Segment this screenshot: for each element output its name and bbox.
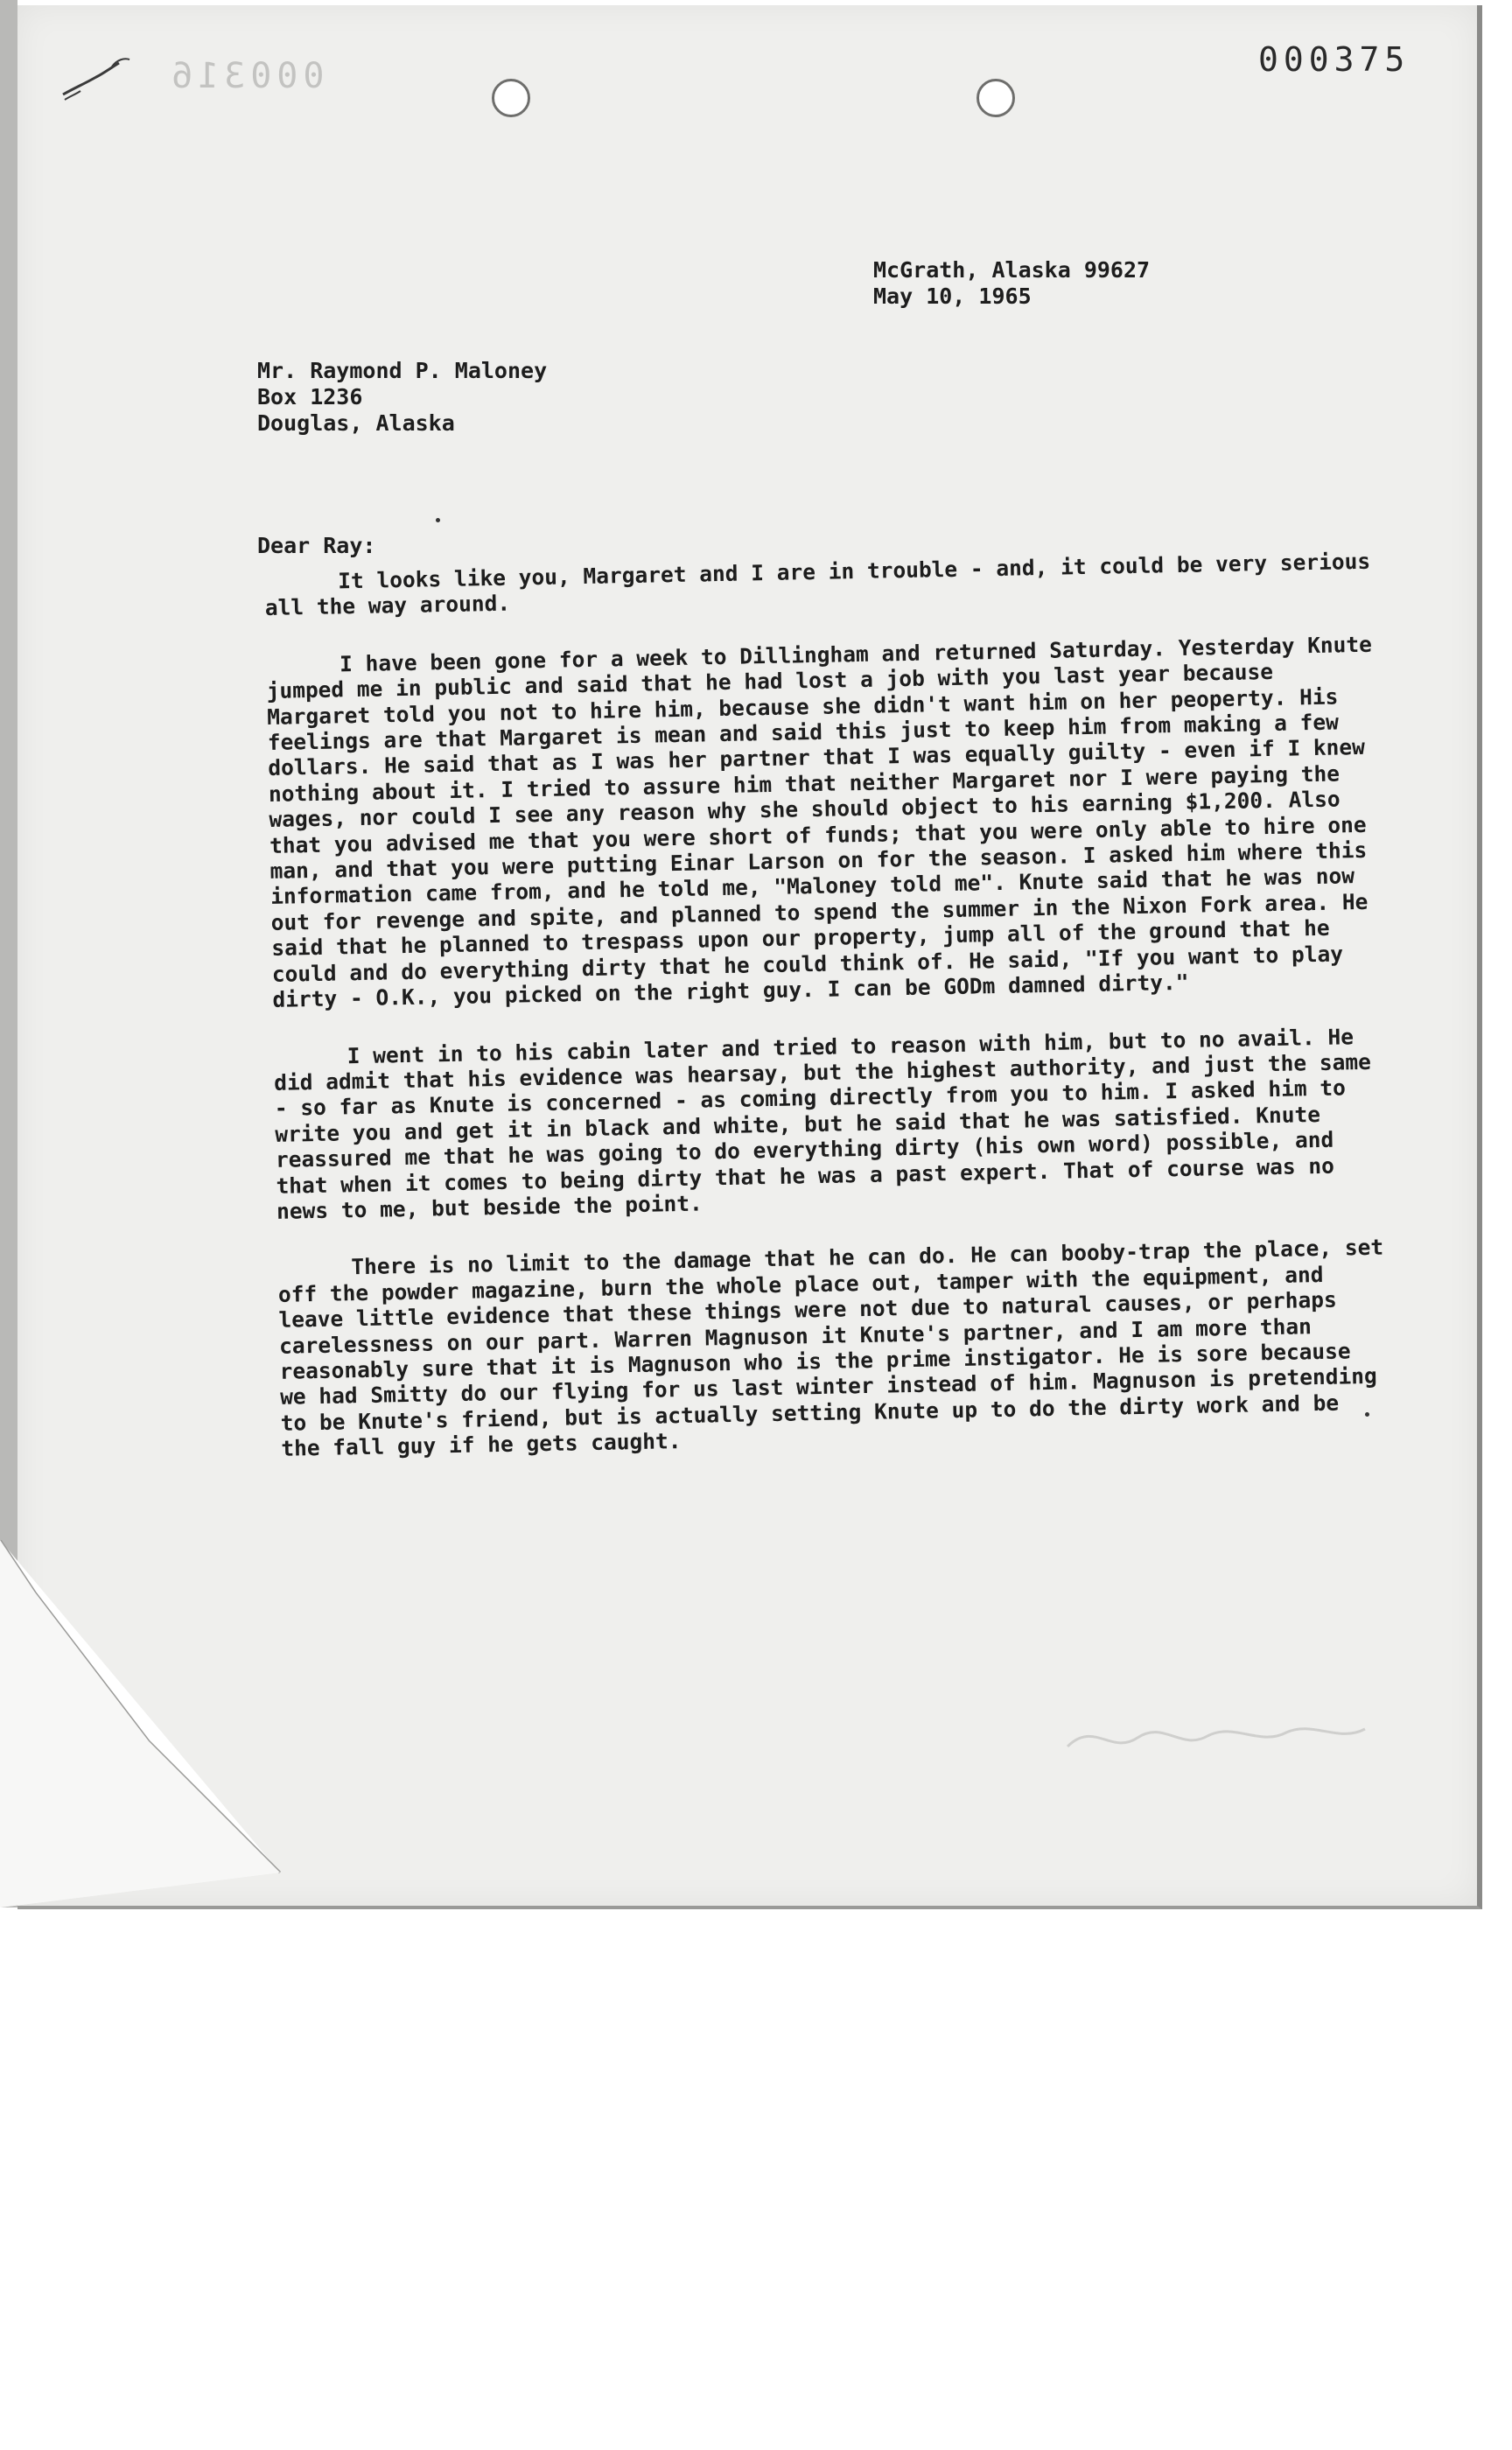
letter-body: [264, 549, 1391, 1494]
letter-date: May 10, 1965: [873, 284, 1032, 309]
recipient-name: Mr. Raymond P. Maloney: [257, 358, 548, 383]
faint-signature: [1059, 1712, 1374, 1764]
paragraph: I went in to his cabin later and tried to reason with him, but to no avail. He did admit that his evidence was hearsay, but the highest authority, and just the same - so far as Knute is concerned - as coming directly from you to him. I asked him to write you and get it in black and white, but he said that he was satisfied. Knute reassured me that he was going to do everything dirty (his own word) possible, and that when it comes to being dirty that he was a past expert. That of course was no news to me, but beside the point.: [273, 1023, 1372, 1224]
folded-corner: [0, 1540, 289, 1908]
page-number: 000375: [1258, 40, 1410, 79]
recipient-box: Box 1236: [257, 384, 363, 410]
paragraph: There is no limit to the damage that he can do. He can booby-trap the place, set off the powder magazine, burn the whole place out, tamper with the equipment, and leave little evidence that these things were not due to natural causes, or perhaps carelessness on our part. Warren Magnuson it Knute's partner, and I am more than reasonably sure that it is Magnuson who is the prime instigator. He is sore because we had Smitty do our flying for us last winter instead of him. Magnuson is pretending to be Knute's friend, but is actually setting Knute up to do the dirty work and be the fall guy if he gets caught.: [277, 1234, 1384, 1461]
paragraph: It looks like you, Margaret and I are in trouble - and, it could be very serious all the way around.: [264, 548, 1371, 621]
pen-mark: [58, 51, 136, 103]
paragraph: I have been gone for a week to Dillingham and returned Saturday. Yesterday Knute jumped me in public and said that he had lost a job with you last year because Margaret told you not to hire him, because she didn't want him on her peoperty. His feelings are that Margaret is mean and said this just to keep him from making a few dollars. He said that as I was her partner that I was equally guilty - even if I knew nothing about it. I tried to assure him that neither Margaret nor I were paying the wages, nor could I see any reason why she should object to his earning $1,200. Also that you advised me that you were short of funds; that you were only able to hire one man, and that you were putting Einar Larson on for the season. I asked him where this information came from, and he told me, "Maloney told me". Knute said that he was now out for revenge and spite, and planned to spend the summer in the Nixon Fork area. He said that he planned to trespass upon our property, jump all of the ground that he could and do everything dirty that he could think of. He said, "If you want to play dirty - O.K., you picked on the right guy. I can be GODm damned dirty.": [266, 631, 1373, 1013]
recipient-city: Douglas, Alaska: [257, 410, 455, 436]
punch-hole-right: [976, 79, 1015, 117]
stray-mark: [436, 518, 440, 522]
recipient-address: [257, 358, 870, 437]
return-address: [873, 257, 1276, 310]
bleed-through-number: 000316: [166, 56, 325, 96]
salutation: Dear Ray:: [257, 533, 376, 558]
punch-hole-left: [492, 79, 530, 117]
stray-mark: [1365, 1412, 1369, 1417]
return-address-line: McGrath, Alaska 99627: [873, 257, 1151, 283]
